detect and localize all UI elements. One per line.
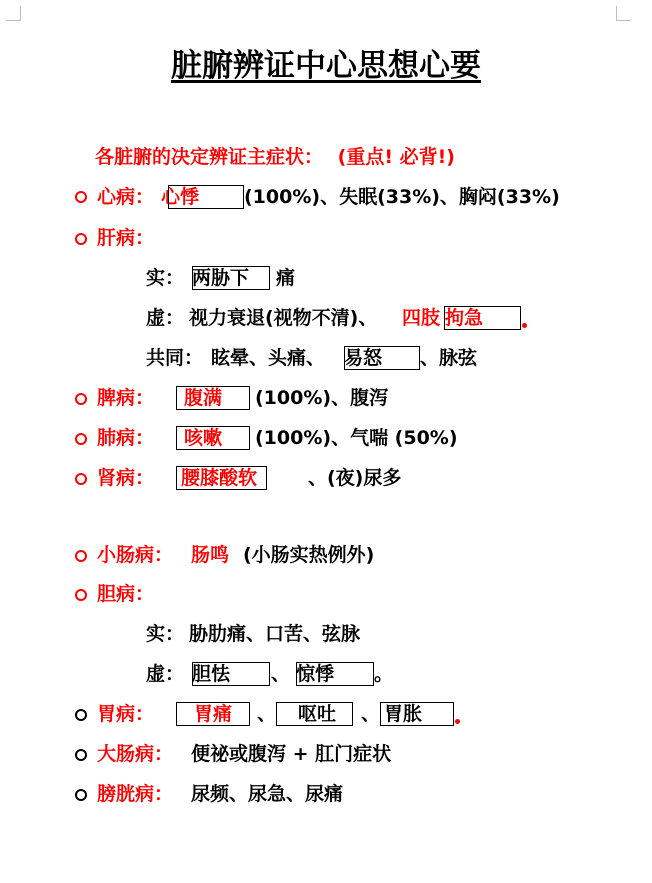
gallbladder-deficiency-term2: 惊悸 [296, 663, 335, 685]
gallbladder-sep: 、 [271, 663, 291, 685]
liver-excess-rest: 痛 [276, 267, 296, 289]
bullet-liver [75, 233, 87, 245]
stomach-term1: 胃痛 [194, 703, 233, 725]
intro-main: 各脏腑的决定辨证主症状： [95, 146, 324, 168]
lung-term: 咳嗽 [184, 427, 223, 449]
gallbladder-deficiency-term1: 胆怯 [192, 663, 231, 685]
spleen-term: 腹满 [184, 387, 223, 409]
liver-excess-term: 两胁下 [192, 267, 250, 289]
page-corner-mark-left [6, 6, 21, 21]
bullet-lung [75, 433, 87, 445]
bladder-text: 尿频、尿急、尿痛 [191, 783, 344, 805]
small-intestine-label: 小肠病： [97, 544, 174, 566]
gallbladder-excess-text: 胁肋痛、口苦、弦脉 [189, 623, 361, 645]
liver-excess-label: 实： [146, 267, 185, 289]
bullet-gallbladder [75, 589, 87, 601]
liver-common-term: 易怒 [344, 347, 383, 369]
gallbladder-excess-label: 实： [146, 623, 185, 645]
stomach-term2: 呕吐 [298, 703, 337, 725]
gallbladder-term1-box [192, 662, 270, 686]
spleen-label: 脾病： [97, 387, 155, 409]
stomach-term3-box [380, 702, 454, 726]
lung-rest: (100%)、气喘 (50%) [255, 427, 458, 449]
stomach-sep1: 、 [257, 703, 277, 725]
liver-common-box [344, 346, 420, 370]
stomach-term2-box [276, 702, 353, 726]
intro-line [95, 143, 455, 171]
kidney-term-box [176, 466, 267, 490]
bullet-spleen [75, 393, 87, 405]
lung-term-box [176, 426, 250, 450]
bullet-small-intestine [75, 550, 87, 562]
small-intestine-term: 肠鸣 [191, 544, 230, 566]
liver-label: 肝病： [97, 227, 155, 249]
spleen-term-box [176, 386, 250, 410]
liver-deficiency-period [522, 323, 527, 328]
gallbladder-label: 胆病： [97, 583, 155, 605]
kidney-rest: 、(夜)尿多 [308, 467, 402, 489]
liver-deficiency-red: 四肢 [402, 307, 441, 329]
liver-excess-box [192, 266, 270, 290]
stomach-label: 胃病： [97, 703, 155, 725]
liver-deficiency-box [444, 306, 521, 330]
heart-label: 心病： [97, 186, 155, 208]
liver-common-label: 共同： [146, 347, 204, 369]
page-title: 脏腑辨证中心思想心要 [171, 48, 481, 84]
liver-deficiency-term: 拘急 [445, 307, 484, 329]
spleen-rest: (100%)、腹泻 [255, 387, 389, 409]
liver-common-text: 眩晕、头痛、 [211, 347, 326, 369]
liver-common-rest: 、脉弦 [420, 347, 478, 369]
gallbladder-deficiency-label: 虚： [146, 663, 185, 685]
bullet-heart [75, 191, 87, 203]
kidney-term: 腰膝酸软 [181, 467, 258, 489]
liver-deficiency-text: 视力衰退(视物不清)、 [189, 307, 378, 329]
bullet-bladder [75, 789, 87, 801]
bladder-label: 膀胱病： [97, 783, 174, 805]
large-intestine-label: 大肠病： [97, 743, 174, 765]
heart-rest: (100%)、失眠(33%)、胸闷(33%) [244, 186, 560, 208]
gallbladder-end: 。 [374, 663, 394, 685]
heart-term: 心悸 [161, 186, 200, 208]
liver-deficiency-label: 虚： [146, 307, 185, 329]
stomach-term1-box [176, 702, 250, 726]
stomach-period [455, 719, 460, 724]
kidney-label: 肾病： [97, 467, 155, 489]
bullet-stomach [75, 709, 87, 721]
small-intestine-rest: (小肠实热例外) [243, 544, 375, 566]
gallbladder-term2-box [296, 662, 374, 686]
bullet-kidney [75, 473, 87, 485]
page-corner-mark-right [616, 6, 631, 21]
intro-note: (重点! 必背!) [337, 146, 455, 168]
lung-label: 肺病： [97, 427, 155, 449]
heart-term-box [168, 185, 244, 209]
stomach-sep2: 、 [361, 703, 381, 725]
stomach-term3: 胃胀 [384, 703, 423, 725]
bullet-large-intestine [75, 749, 87, 761]
large-intestine-text: 便祕或腹泻 + 肛门症状 [191, 743, 392, 765]
